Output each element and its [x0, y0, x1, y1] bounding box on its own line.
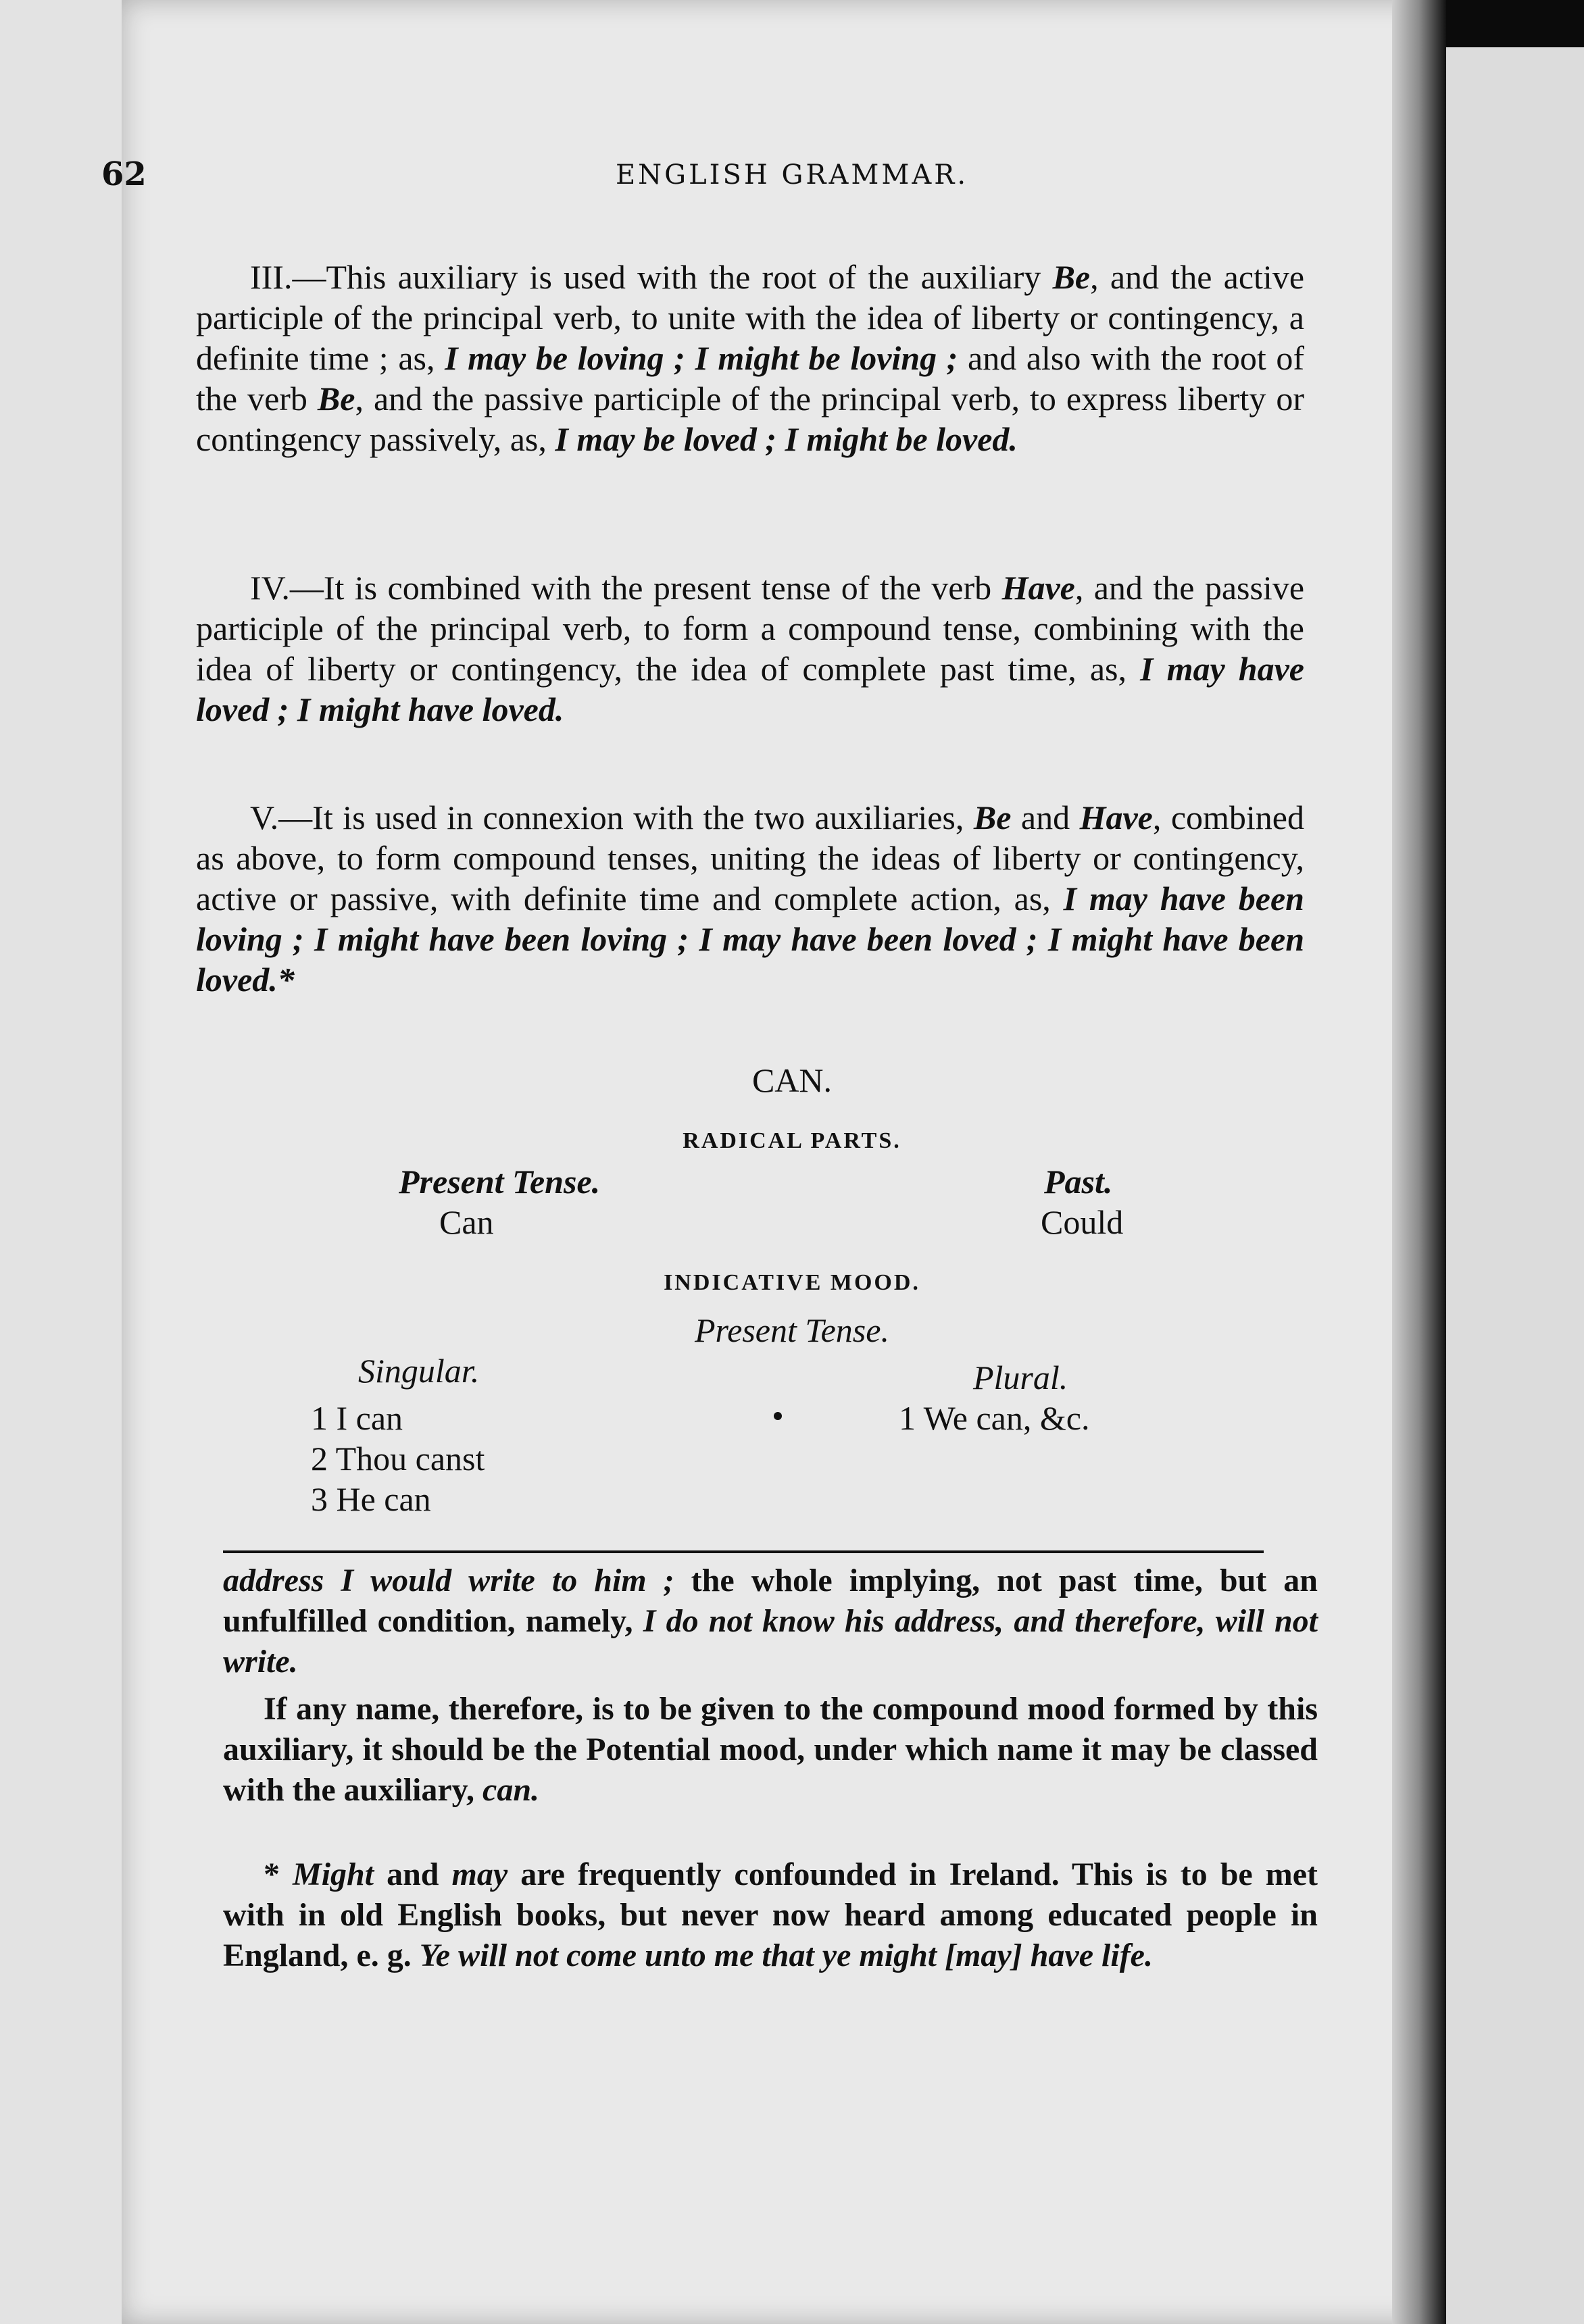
- p3-be: Be: [1052, 258, 1091, 296]
- p3-example1: I may be loving ; I might be loving ;: [445, 339, 958, 377]
- past-label: Past.: [1044, 1163, 1113, 1201]
- fn1-italic1: address I would write to him ;: [223, 1563, 674, 1598]
- page-number: 62: [101, 155, 147, 193]
- p3-mid2: and also with the root of the verb: [196, 339, 1304, 418]
- singular-third-person: 3 He can: [311, 1480, 431, 1518]
- fn3-text: are frequently confounded in Ireland. This is to be met with in old English books, but never now heard among educated people in England, e. g.: [223, 1856, 1318, 1973]
- page-header: [101, 155, 1483, 203]
- footnote-might-may: [223, 1854, 1318, 1976]
- p3-lead: III.—This auxiliary is used with the root of the auxiliary: [250, 258, 1053, 296]
- past-value: Could: [1041, 1203, 1124, 1241]
- p3-be2: Be: [317, 380, 355, 418]
- fn1-text: the whole implying, not past time, but an unfulfilled condition, namely,: [223, 1563, 1318, 1639]
- singular-second-person: 2 Thou canst: [311, 1440, 485, 1477]
- footnote-potential-mood: [223, 1689, 1318, 1811]
- p4-example: I may have loved ; I might have loved.: [196, 650, 1305, 728]
- p4-lead: IV.—It is combined with the present tense of the verb: [250, 569, 1002, 607]
- fn3-star: *: [264, 1856, 293, 1892]
- p5-be: Be: [973, 799, 1012, 836]
- facing-page-edge: [1446, 47, 1584, 2324]
- present-value: Can: [439, 1203, 494, 1241]
- p5-have: Have: [1079, 799, 1153, 836]
- paragraph-iv: [196, 567, 1304, 730]
- fn3-might: Might: [293, 1856, 374, 1892]
- plural-first-person: 1 We can, &c.: [899, 1399, 1090, 1437]
- fn2-italic: can.: [482, 1772, 540, 1808]
- p5-lead: V.—It is used in connexion with the two auxiliaries,: [250, 799, 974, 836]
- present-tense-heading: Present Tense.: [695, 1311, 889, 1349]
- fn3-and: and: [374, 1856, 452, 1892]
- footnote-rule: [223, 1550, 1264, 1553]
- plural-label: Plural.: [973, 1359, 1068, 1396]
- p4-have: Have: [1001, 569, 1075, 607]
- singular-label: Singular.: [358, 1352, 480, 1390]
- indicative-mood-heading: INDICATIVE MOOD.: [664, 1270, 920, 1295]
- p3-mid1: , and the active participle of the principal verb, to unite with the idea of liberty or contingency, a definite time ; as,: [196, 258, 1305, 377]
- fn3-may: may: [451, 1856, 508, 1892]
- book-spine-shadow: [1392, 0, 1446, 2324]
- fn1-italic2: I do not know his address, and therefore, will not write.: [223, 1603, 1318, 1679]
- stray-dot: [774, 1412, 782, 1420]
- singular-first-person: 1 I can: [311, 1399, 403, 1437]
- fn3-italic: Ye will not come unto me that ye might [may] have life.: [419, 1938, 1153, 1973]
- paragraph-iii: [196, 257, 1304, 459]
- p5-mid: , combined as above, to form compound tenses, uniting the ideas of liberty or contingency, active or passive, with definite time and complete action, as,: [196, 799, 1304, 917]
- paragraph-v: [196, 797, 1304, 1000]
- p5-and: and: [1011, 799, 1080, 836]
- left-margin-strip: [0, 0, 122, 2324]
- section-title-can: CAN.: [751, 1061, 833, 1099]
- p3-mid3: , and the passive participle of the principal verb, to express liberty or contingency passively, as,: [196, 380, 1304, 458]
- p5-example: I may have been loving ; I might have been loving ; I may have been loved ; I might have been loved.*: [196, 880, 1304, 999]
- radical-parts-heading: RADICAL PARTS.: [683, 1128, 901, 1153]
- p3-example2: I may be loved ; I might be loved.: [555, 420, 1018, 458]
- running-title: ENGLISH GRAMMAR.: [615, 159, 969, 191]
- p4-mid: , and the passive participle of the principal verb, to form a compound tense, combining with the idea of liberty or contingency, the idea of complete past time, as,: [196, 569, 1305, 688]
- fn2-text: If any name, therefore, is to be given to the compound mood formed by this auxiliary, it should be the Potential mood, under which name it may be classed with the auxiliary,: [223, 1691, 1318, 1808]
- footnote-continuation: [223, 1561, 1318, 1682]
- present-tense-label: Present Tense.: [399, 1163, 601, 1201]
